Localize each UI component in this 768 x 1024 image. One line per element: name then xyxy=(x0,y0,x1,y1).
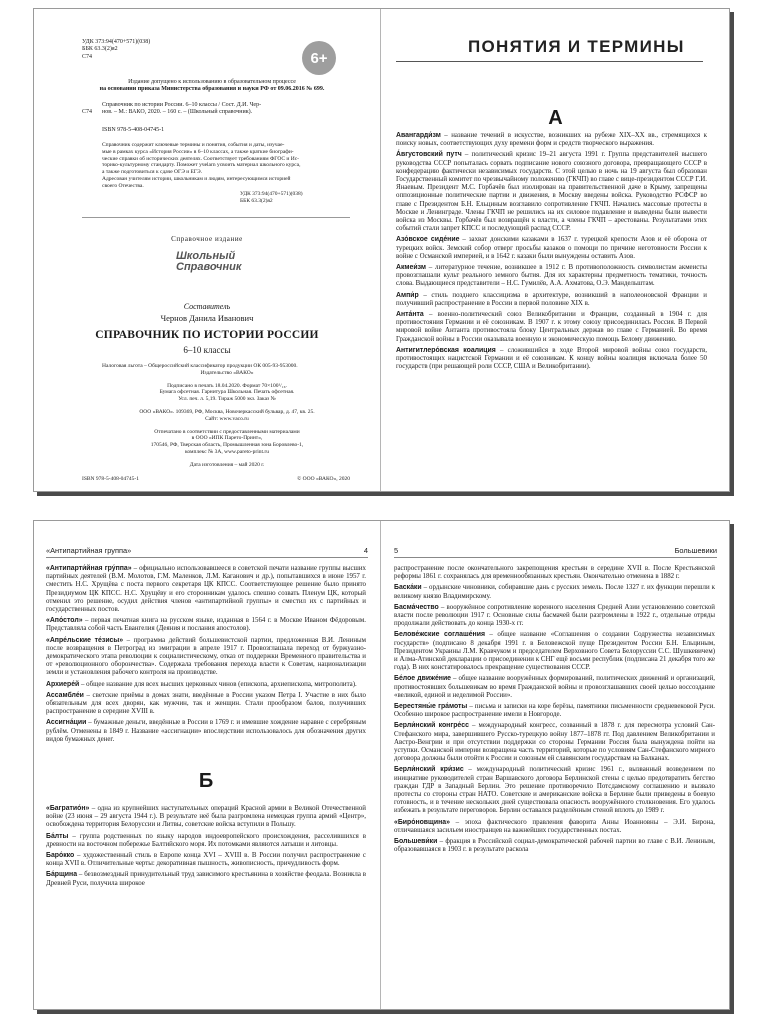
print-date: Дата изготовления – май 2020 г. xyxy=(189,461,265,468)
glossary-entry xyxy=(396,236,707,261)
glossary-entry xyxy=(396,264,707,289)
top-spread xyxy=(33,8,730,492)
imprint-line: Усл. печ. л. 5,19. Тираж 5000 экз. Заказ № xyxy=(178,396,276,403)
glossary-entry xyxy=(46,617,366,633)
entry-term: Берли́нский кри́зис xyxy=(394,766,464,774)
glossary-entry xyxy=(394,722,715,763)
entry-term: «Апо́стол» xyxy=(46,617,83,625)
glossary-entry xyxy=(46,833,366,849)
grade-range: 6–10 классы xyxy=(183,345,231,355)
imprint-page xyxy=(34,9,381,491)
glossary-entry xyxy=(394,631,715,672)
entry-term: Анта́нта xyxy=(396,311,424,319)
entry-term: «Багратио́н» xyxy=(46,805,90,813)
page-4 xyxy=(34,521,381,1009)
entry-definition: – программа действий большевистской партии, предложенная В.И. Лениным после возвращения в Петроград из эмиграции в апреле 1917 г. Провозглашала переход от буржуазно-демократического этапа революции к социалистическому, отказ от поддержки Временного правительства и от «революционного оборончества». Содержала требования перехода власти к Советам, национализации земли и установления рабочего контроля на производстве. xyxy=(46,636,366,677)
udk-code: УДК 373:94(470+571)(038) xyxy=(82,39,151,45)
entry-definition: – сложившийся в ходе Второй мировой войны союз государств, противостоящих нацистской Германии и её союзникам. К концу войны коалиция включала более 50 государств (при решающей роли СССР, США и Великобритании). xyxy=(396,346,707,371)
bibl-code: С74 xyxy=(82,109,93,116)
imprint-line: ООО «ВАКО». 109369, РФ, Москва, Новочеркасский бульвар, д. 47, кв. 25. xyxy=(139,408,315,415)
entries-column xyxy=(394,565,715,858)
running-head xyxy=(46,546,368,558)
glossary-entry xyxy=(46,871,366,887)
imprint-line: Подписано в печать 18.04.2020. Формат 70×100¹/₁₆. xyxy=(167,382,287,389)
author-name: Чернов Данила Иванович xyxy=(160,313,254,323)
entry-definition: – художественный стиль в Европе конца XVI – XVIII в. В России получил распространение с конца XVII в. Отличительные черты: декоративная пышность, живописность, причудливость форм. xyxy=(46,852,366,868)
annotation-line: своего Отечества. xyxy=(102,182,144,189)
glossary-entry xyxy=(46,805,366,830)
entry-term: Бе́лое движе́ние xyxy=(394,675,452,683)
edition-type: Справочное издание xyxy=(171,235,243,243)
terms-page xyxy=(382,9,729,491)
udk-code: УДК 373:94(470+571)(038) xyxy=(240,191,303,197)
annotation-line: а также подготовиться к сдаче ОГЭ и ЕГЭ. xyxy=(102,169,203,176)
entry-term: А́вгустовский путч xyxy=(396,151,462,159)
glossary-entry xyxy=(46,637,366,678)
entry-definition: – ордынские чиновники, собиравшие дань с русских земель. После 1327 г. их функции перешли к великому князю Владимирскому. xyxy=(394,584,715,600)
entry-term: Белове́жские соглаше́ния xyxy=(394,631,485,639)
page-number: 4 xyxy=(363,546,368,555)
entry-term: Авангарди́зм xyxy=(396,132,441,139)
glossary-entry xyxy=(394,838,715,854)
glossary-entry xyxy=(396,132,707,148)
age-rating-badge: 6+ xyxy=(302,41,336,75)
entry-definition: – политический кризис 19–21 августа 1991 г. Группа представителей высшего руководства СССР попыталась сорвать подписание нового союзного договора, превращающего СССР в конфедерацию фактически независимых государств. С этой целью в ночь на 19 августа был образован Государственный комитет по чрезвычайному положению (ГКЧП) во главе с вице-президентом СССР Г.И. Янаевым. Президент М.С. Горбачёв был изолирован на правительственной даче в Крыму, запрещены оппозиционные политические партии и движения, в Москву введены войска. Руководство РСФСР во главе с Президентом Б.Н. Ельциным возглавило сопротивление ГКЧП. Начались массовые протесты в Москве и Ленинграде. Члены ГКЧП не решились на их силовое подавление и выведены были вывести войска из Москвы. Горбачёв был возвращён к власти, а члены ГКЧП – арестованы. Результатами этих событий стали запрет КПСС и последующий распад СССР. xyxy=(396,151,707,233)
entry-definition: – вооружённое сопротивление коренного населения Средней Азии установлению советской власти после революции 1917 г. Основные силы басмачей были разгромлены в 1922 г., отдельные отряды продолжали действовать до конца 1930-х гг. xyxy=(394,603,715,628)
entry-term: Ба́лты xyxy=(46,832,69,840)
approval-line: на основании приказа Министерства образования и науки РФ от 09.06.2016 № 699. xyxy=(99,86,325,93)
glossary-entry xyxy=(394,703,715,719)
approval-line: Издание допущено к использованию в образовательном процессе xyxy=(128,79,296,85)
entry-definition: – военно-политический союз Великобритании и Франции, созданный в 1904 г. для противостояния Германии и её союзникам. В 1907 г. к этому союзу присоединилась Россия. В Первой мировой войне Антанта противостояла блоку Центральных держав во главе с Германией. Во время Гражданской войны в России оказывала военную и экономическую помощь Белому движению. xyxy=(396,311,707,343)
entry-term: Берестяны́е гра́моты xyxy=(394,703,468,711)
compiler-label: Составитель xyxy=(183,302,231,311)
page-number: 5 xyxy=(394,546,399,555)
entry-term: Большеви́ки xyxy=(394,838,438,846)
annotation xyxy=(102,142,347,190)
logo-line: Справочник xyxy=(176,261,242,273)
entry-definition: – литературное течение, возникшее в 1912 г. В противоположность символистам акмеисты провозглашали культ реального земного бытия. Для их характерны предметность тематики, точность слова. Выдающиеся представители – Н.С. Гумилёв, А.А. Ахматова, О.Э. Мандельштам. xyxy=(396,264,707,288)
entry-definition: – одна из крупнейших наступательных операций Красной армии в Великой Отечественной войне (23 июня – 29 августа 1944 г.). В результате неё была разгромлена немецкая группа армий «Центр», освобождена территория Белоруссии и Литвы, советские войска вступили в Польшу. xyxy=(46,805,366,829)
bbk-code: ББК 63.3(2)я2 xyxy=(240,197,273,204)
entry-definition: – эпоха фактического правления фаворита Анны Иоанновны – Э.И. Бирона, отличавшаяся засильем иностранцев на важнейших государственных постах. xyxy=(394,818,715,834)
entry-definition: – первая печатная книга на русском языке, изданная в 1564 г. в Москве Иваном Фёдоровым. Представляла собой часть Евангелия (Деяния и послания апостолов). xyxy=(46,617,366,633)
imprint-line: в ООО «ИПК Парето-Принт», xyxy=(191,435,263,442)
glossary-entry xyxy=(46,565,366,614)
entry-definition: – общее название «Соглашения о создании Содружества независимых государств» (подписано 8 декабря 1991 г. в Беловежской пуще Президентом России Б.Н. Ельциным, Президентом Украины Л.М. Кравчуком и председателем Верховного Совета Белоруссии С.С. Шушкевичем) и Алма-Атинской декларации о присоединении к СНГ ещё восьми республик (подписана 21 декабря того же года). В них констатировалось прекращение существования СССР. xyxy=(394,631,715,672)
page-5 xyxy=(382,521,729,1009)
series-logo xyxy=(176,251,246,273)
imprint-line: 170546, РФ, Тверская область, Промышленная зона Боровлево-1, xyxy=(150,442,304,449)
divider xyxy=(82,217,350,218)
bbk-code: ББК 63.3(2)я2 xyxy=(82,46,118,53)
book-title: СПРАВОЧНИК ПО ИСТОРИИ РОССИИ xyxy=(95,329,319,341)
entries-column xyxy=(46,565,366,891)
entry-term: Азо́вское сиде́ние xyxy=(396,236,460,244)
imprint-line: Бумага офсетная. Гарнитура Школьная. Печать офсетная. xyxy=(159,389,295,396)
entry-definition: – общее название вооружённых формирований, политических движений и организаций, противостоявших большевикам во время Гражданской войны и провозглашавших своей целью воссоздание «великой, единой и неделимой России». xyxy=(394,675,715,699)
glossary-entry xyxy=(46,852,366,868)
section-rule xyxy=(396,61,703,62)
glossary-entry xyxy=(394,766,715,815)
annotation-line: ческие справки об исторических деятелях. Соответствует требованиям ФГОС и Ис- xyxy=(102,155,299,162)
entry-term: Ассигна́ции xyxy=(46,719,87,727)
entry-definition: – захват донскими казаками в 1637 г. турецкой крепости Азов и её оборона от турецких войск. Земский собор отверг просьбы казаков о помощи по причине неготовности России к войне с Османской империей, и в 1642 г. казаки были вынуждены оставить Азов. xyxy=(396,236,707,260)
running-head-title: «Антипартийная группа» xyxy=(46,546,132,555)
glossary-entry xyxy=(396,347,707,372)
entry-definition: – общее название для всех высших церковных чинов (епископа, архиепископа, митрополита). xyxy=(79,680,357,688)
entry-definition: – группа родственных по языку народов индоевропейского происхождения, расселившихся в древности на восточном побережье Балтийского моря. Их потомками являются латыши и литовцы. xyxy=(46,832,366,848)
entry-term: Акмеи́зм xyxy=(396,264,426,272)
glossary-entry xyxy=(394,675,715,700)
entry-definition: – фракция в Российской социал-демократической рабочей партии во главе с В.И. Лениным, образовавшаяся в 1903 г. в результате раскола xyxy=(394,838,715,854)
entry-term: Баска́ки xyxy=(394,584,422,592)
glossary-entry xyxy=(396,292,707,308)
running-head-title: Большевики xyxy=(674,546,717,555)
term-list xyxy=(396,132,707,374)
imprint-block xyxy=(102,363,352,469)
imprint-line: комплекс № 3А, www.pareto-print.ru xyxy=(185,448,269,455)
entry-definition: – международный конгресс, созванный в 1878 г. для пересмотра условий Сан-Стефанского мира, завершившего Русско-турецкую войну 1877–1878 гг. Под давлением Великобритании и Австро-Венгрии и при отсутствии поддержки со стороны Германии Россия была вынуждена пойти на уступки. Османской империи возвращена часть территорий, которые по условиям Сан-Стефанского мирного договора должны были отойти к России и союзным ей славянским государствам на Балканах. xyxy=(394,722,715,763)
running-head xyxy=(394,546,717,558)
author-code: С74 xyxy=(82,53,93,60)
imprint-line: Издательство «ВАКО» xyxy=(200,369,254,376)
glossary-entry xyxy=(394,604,715,629)
imprint-line: Сайт: www.vaco.ru xyxy=(205,415,249,422)
classification-codes xyxy=(82,39,302,61)
approval-note xyxy=(82,79,342,94)
annotation-line: Адресован учителям истории, школьникам и людям, интересующимся историей xyxy=(102,175,291,182)
section-letter: А xyxy=(548,107,563,129)
entry-definition: – бумажные деньги, введённые в России в 1769 г. и имевшие хождение наравне с серебряным рублём. Отменены в 1849 г. Название «ассигнации» впоследствии использовалось для обозначения других видов бумажных денег. xyxy=(46,719,366,743)
glossary-entry xyxy=(46,719,366,744)
entry-term: «Апре́льские те́зисы» xyxy=(46,636,124,644)
page-footer xyxy=(82,476,350,483)
entry-term: Ассамбле́и xyxy=(46,691,84,699)
logo-line: Школьный xyxy=(176,250,236,262)
annotation-line: торико-культурному стандарту. Поможет учеlarn усвоить материал школьного курса, xyxy=(102,162,301,169)
entry-definition: – безвозмездный принудительный труд зависимого крестьянина в хозяйстве феодала. Возникла в Древней Руси, получила широкое xyxy=(46,871,366,887)
glossary-entry xyxy=(46,681,366,689)
entry-term: «Антипарти́йная гру́ппа» xyxy=(46,565,132,572)
imprint-line: Отпечатано в соответствии с предоставленными материалами xyxy=(154,428,300,435)
entry-term: Антигитлеро́вская коалиция xyxy=(396,346,496,354)
entry-continuation: распространение после окончательного закрепощения крестьян в середине XVII в. После Крестьянской реформы 1861 г. сохранялась для временнообязанных крестьян. Окончательно отменена в 1882 г. xyxy=(394,565,715,581)
annotation-line: Справочник содержит ключевые термины и понятия, события и даты, изучае- xyxy=(102,142,285,148)
bottom-spread xyxy=(33,520,730,1010)
glossary-entry xyxy=(394,584,715,600)
entry-term: Басма́чество xyxy=(394,603,439,611)
bibl-rest: нов. – М.: ВАКО, 2020. – 160 с. – (Школьный справочник). xyxy=(102,109,253,116)
imprint-line: Налоговая льгота – Общероссийский классификатор продукции ОК 005-93-953000. xyxy=(102,363,298,369)
bibliographic-record xyxy=(82,102,342,117)
bibl-title: Справочник по истории России. 6–10 классы / Сост. Д.И. Чер- xyxy=(102,102,262,108)
copyright: © ООО «ВАКО», 2020 xyxy=(297,476,350,482)
entry-definition: – светские приёмы в домах знати, введённые в России указом Петра I. Участие в них было обязательным для всех дворян, как мужчин, так и женщин. Стали прообразом балов, получивших распространение в середине XVIII в. xyxy=(46,691,366,716)
glossary-entry xyxy=(46,692,366,717)
section-letter: Б xyxy=(198,770,214,793)
glossary-entry xyxy=(396,151,707,233)
annotation-line: мые в рамках курса «История России» в 6–10 классах, а также краткие биографи- xyxy=(102,148,294,155)
isbn: ISBN 978-5-408-04745-1 xyxy=(102,127,165,133)
glossary-entry xyxy=(394,819,715,835)
entry-definition: – стиль позднего классицизма в архитектуре, возникший в наполеоновской Франции и получивший распространение в России в первой половине XIX в. xyxy=(396,291,707,307)
entry-definition: – официально использовавшееся в советской печати название группы высших партийных деятелей (В.М. Молотов, Г.М. Маленков, Л.М. Каганович и др.), попытавшихся в июне 1957 г. сместить Н.С. Хрущёва с поста первого секретаря ЦК КПСС. Соответствующее решение было принято Президиумом ЦК КПСС. Н.С. Хрущёву и его сторонникам удалось спешно созвать Пленум ЦК, который отменил это решение, осудил действия членов «антипартийной группы» и сместил их с партийных и государственных постов. xyxy=(46,565,366,614)
entry-term: Архиере́й xyxy=(46,680,80,688)
glossary-entry xyxy=(396,311,707,344)
entry-term: Ампи́р xyxy=(396,291,419,299)
isbn-bottom: ISBN 978-5-408-04745-1 xyxy=(82,476,139,482)
section-title: ПОНЯТИЯ И ТЕРМИНЫ xyxy=(468,37,685,56)
entry-term: Баро́кко xyxy=(46,852,75,860)
classification-codes-repeat xyxy=(240,191,350,205)
entry-definition: – письма и записки на коре берёзы, памятники письменности средневековой Руси. Особенно широкое распространение имели в Новгороде. xyxy=(394,703,715,719)
entry-term: Берли́нский конгре́сс xyxy=(394,722,469,730)
entry-term: Ба́рщина xyxy=(46,871,78,879)
entry-definition: – международный политический кризис 1961 г., вызванный возведением по инициативе руководителей стран Варшавского договора Берлинской стены с целью предотвратить бегство граждан ГДР в Западный Берлин. Это решение противоречило Потсдамскому соглашению и вызвало протесты со стороны стран НАТО. Советские и американские войска в Берлине были приведены в боевую готовность, и в течение нескольких дней существовала опасность вооружённого столкновения. Его удалось избежать в результате переговоров. Берлин оставался разделённым стеной вплоть до 1989 г. xyxy=(394,766,715,815)
entry-definition: – название течений в искусстве, возникших на рубеже XIX–XX вв., стремящихся к поиску новых, соответствующих духу времени форм и средств творческого выражения. xyxy=(396,132,707,148)
entry-term: «Биро́новщина» xyxy=(394,818,450,826)
